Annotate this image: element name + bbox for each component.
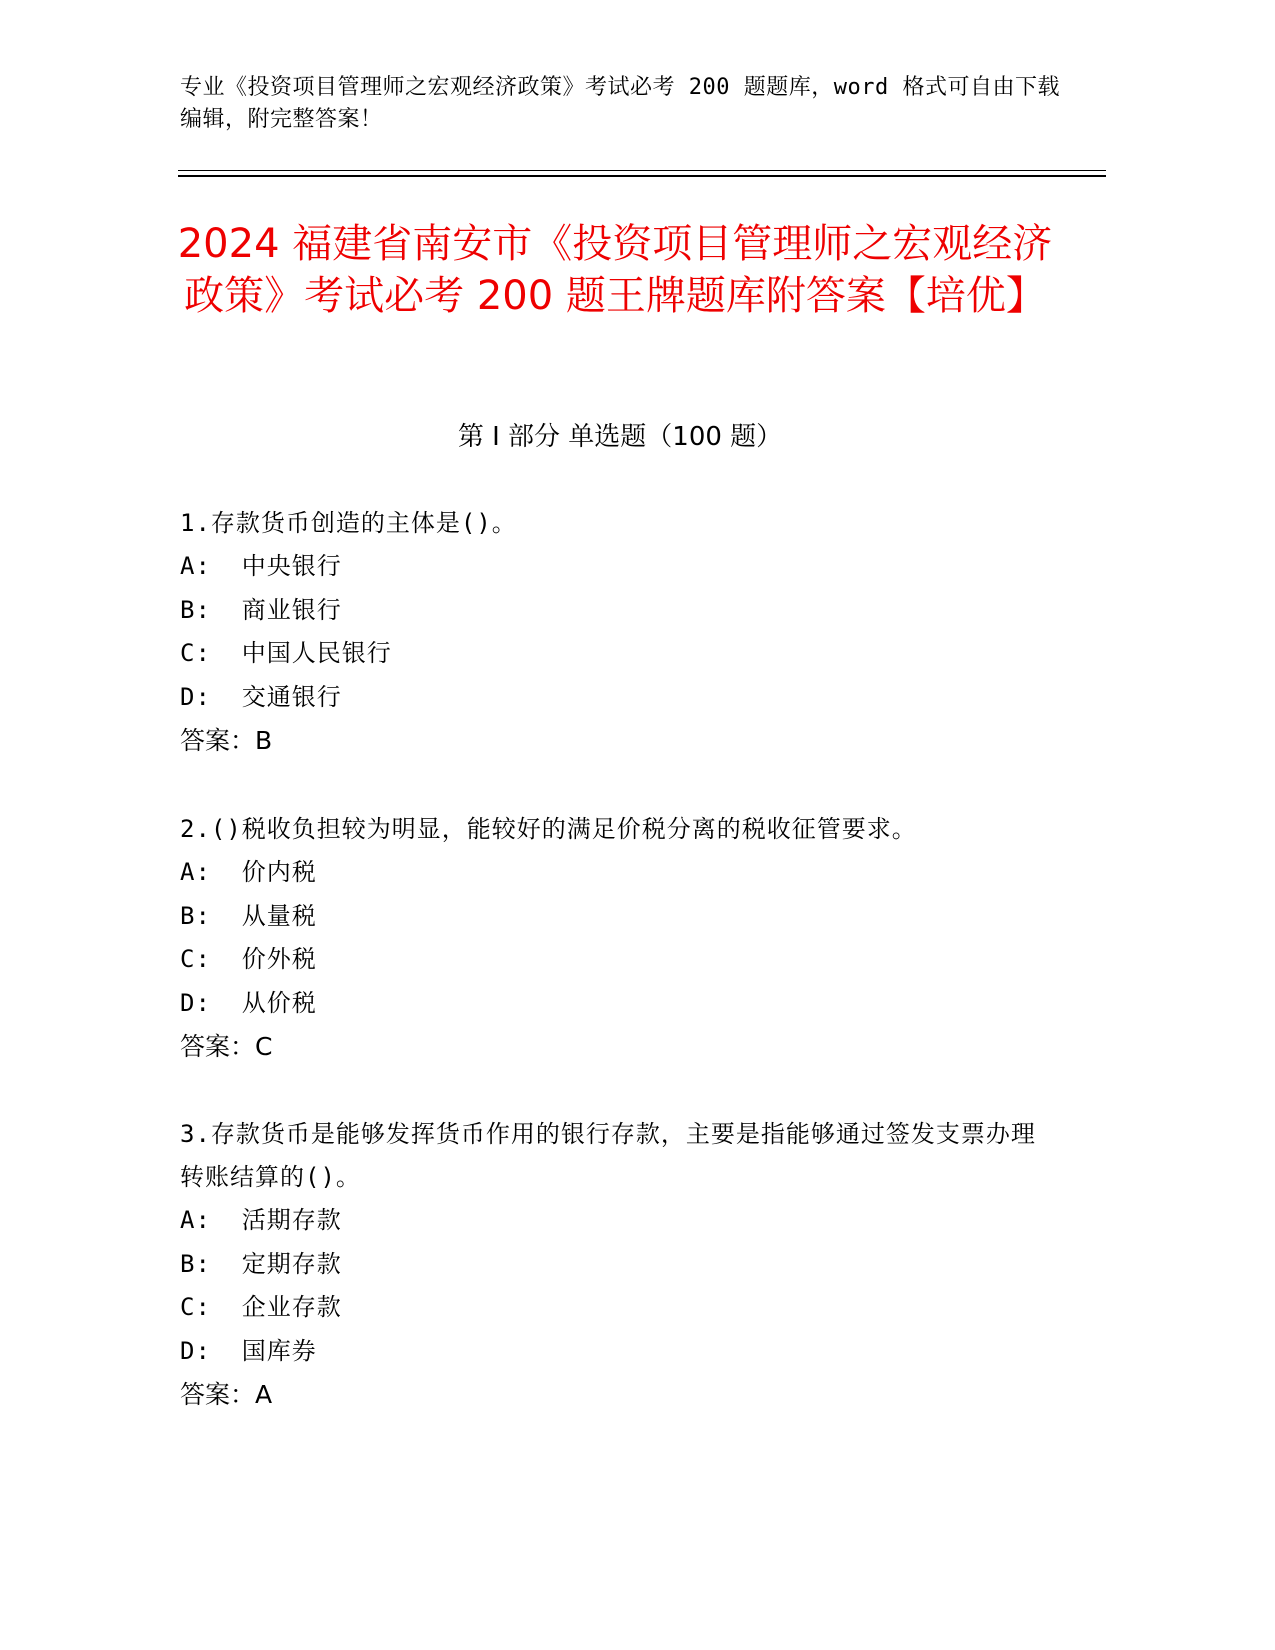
- answer: 答案：A: [180, 1380, 273, 1409]
- header-note: 专业《投资项目管理师之宏观经济政策》考试必考 200 题题库，word 格式可自由下载编辑，附完整答案！: [180, 75, 1060, 132]
- option-c: C: 中国人民银行: [180, 639, 392, 667]
- divider-thick: [178, 175, 1106, 177]
- question-stem: 1.存款货币创造的主体是()。: [180, 509, 517, 537]
- option-b: B: 定期存款: [180, 1249, 342, 1278]
- answer: 答案：B: [180, 726, 273, 755]
- option-a: A: 中央银行: [180, 552, 342, 580]
- option-d: D: 国库券: [180, 1336, 317, 1365]
- question-2: [180, 808, 1040, 1069]
- option-d: D: 从价税: [180, 988, 317, 1017]
- option-c: C: 企业存款: [180, 1293, 342, 1321]
- option-b: B: 商业银行: [180, 595, 342, 624]
- option-a: A: 活期存款: [180, 1206, 342, 1234]
- option-c: C: 价外税: [180, 945, 317, 973]
- question-3: [180, 1113, 1040, 1417]
- option-b: B: 从量税: [180, 901, 317, 930]
- section-title: 第 I 部分 单选题（100 题）: [457, 422, 783, 452]
- question-1: [180, 502, 1040, 763]
- question-stem: 2.()税收负担较为明显，能较好的满足价税分离的税收征管要求。: [180, 815, 917, 843]
- option-d: D: 交通银行: [180, 682, 342, 711]
- option-a: A: 价内税: [180, 858, 317, 886]
- answer: 答案：C: [180, 1032, 273, 1061]
- question-stem: 3.存款货币是能够发挥货币作用的银行存款，主要是指能够通过签发支票办理转账结算的()。: [180, 1120, 1036, 1191]
- document-title: 2024 福建省南安市《投资项目管理师之宏观经济政策》考试必考 200 题王牌题库附答案【培优】: [177, 221, 1053, 319]
- divider-thin: [178, 170, 1106, 171]
